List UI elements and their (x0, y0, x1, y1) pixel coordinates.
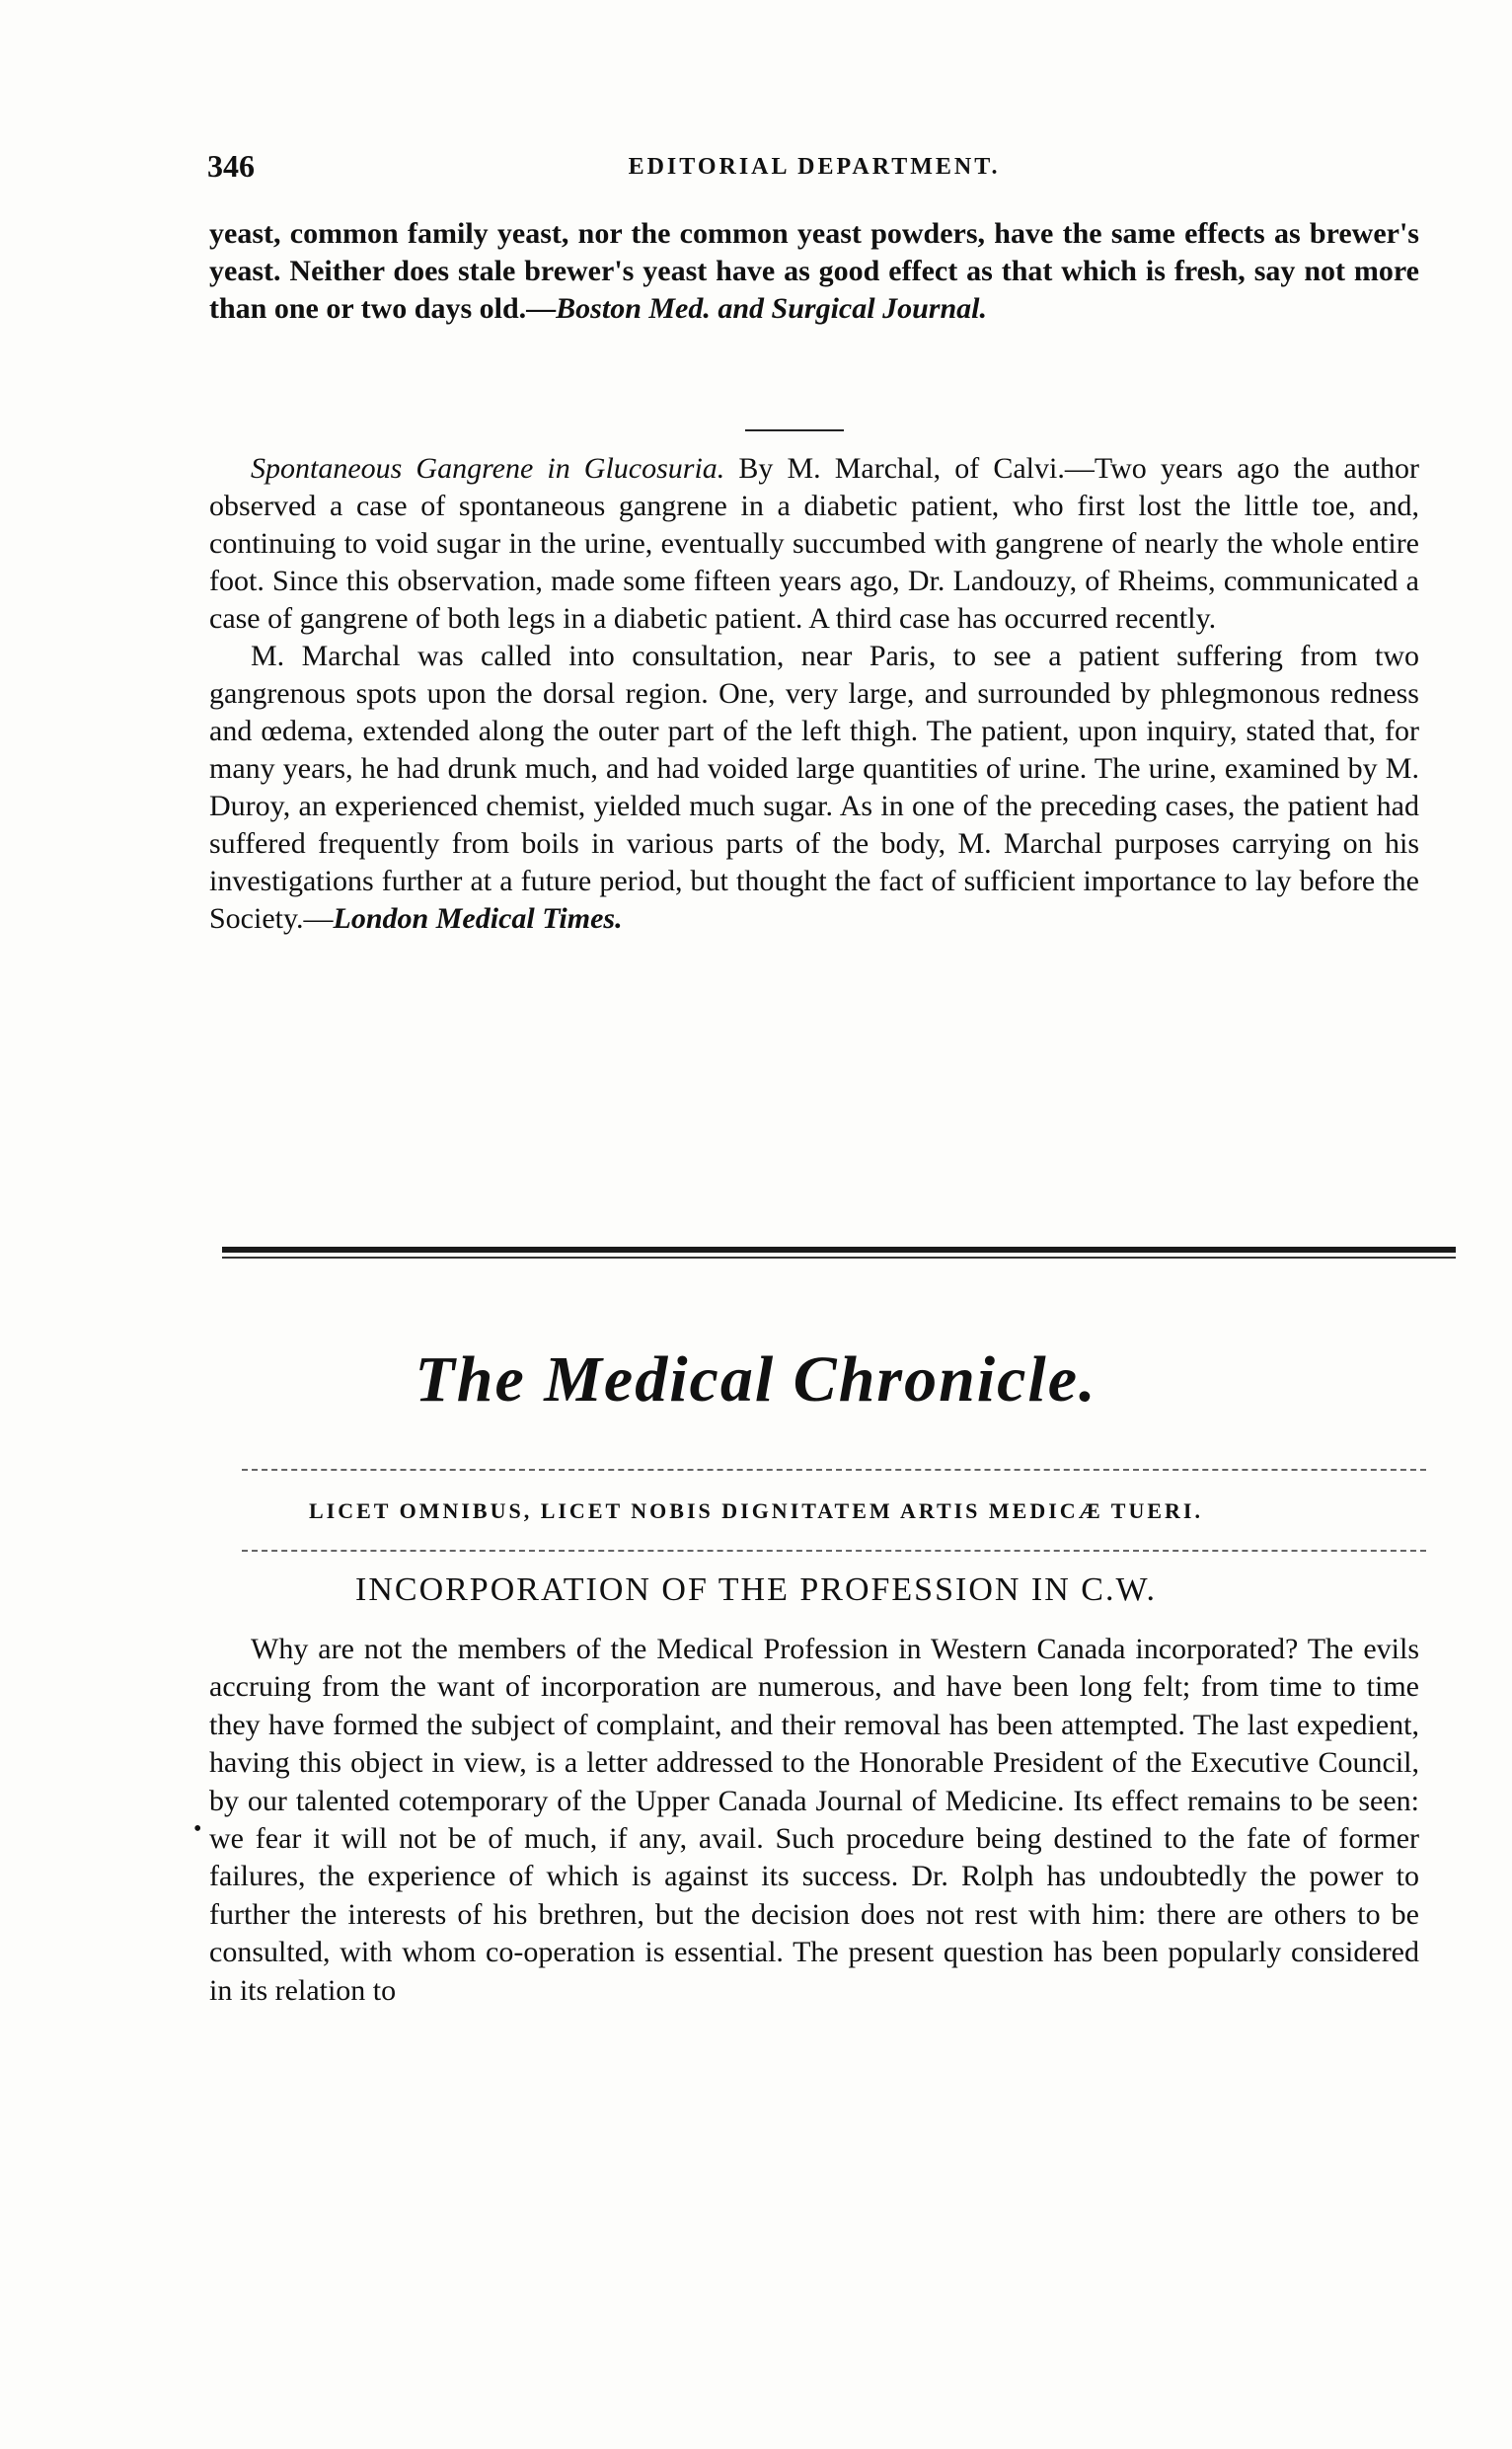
ornamental-rule-top (242, 1469, 1426, 1471)
running-head: EDITORIAL DEPARTMENT. (628, 154, 1001, 180)
chronicle-motto: LICET OMNIBUS, LICET NOBIS DIGNITATEM ARTIS MEDICÆ TUERI. (309, 1498, 1203, 1523)
incorporation-body: Why are not the members of the Medical Profession in Western Canada incorporated? The evils accruing from the want of incorporation are numerous, and have been long felt; from time to time they have formed the subject of complaint, and their removal has been attempted. The last expedient, having this object in view, is a letter addressed to the Honorable President of the Executive Council, by our talented cotemporary of the Upper Canada Journal of Medicine. Its effect remains to be seen: we fear it will not be of much, if any, avail. Such procedure being destined to the fate of former failures, the experience of which is against its success. Dr. Rolph has undoubtedly the power to further the interests of his brethren, but the decision does not rest with him: there are others to be consulted, with whom co-operation is essential. The present question has been popularly considered in its relation to (209, 1633, 1419, 2007)
double-rule-thick (222, 1247, 1456, 1253)
yeast-text: yeast, common family yeast, nor the common yeast powders, have the same effects as brewer's yeast. Neither does stale brewer's yeast have as good effect as that which is fresh, say not more than one or two days old.— (209, 217, 1419, 325)
incorporation-article (209, 1631, 1419, 2010)
gangrene-intro: By M. Marchal, of Calvi.—Two years ago the author observed a case of spontaneous gangrene in a diabetic patient, who first lost the little toe, and, continuing to void sugar in the urine, eventually succumbed with gangrene of nearly the whole entire foot. Since this observation, made some fifteen years ago, Dr. Landouzy, of Rheims, communicated a case of gangrene of both legs in a diabetic patient. A third case has occurred recently. (209, 452, 1419, 635)
chronicle-masthead: The Medical Chronicle. (415, 1343, 1097, 1416)
gangrene-title: Spontaneous Gangrene in Glucosuria. (251, 452, 725, 485)
page-header (207, 148, 1421, 188)
article-title: INCORPORATION OF THE PROFESSION IN C.W. (355, 1571, 1157, 1608)
ornamental-rule-bottom (242, 1550, 1426, 1552)
yeast-paragraph (209, 215, 1419, 328)
gangrene-paragraph-2: M. Marchal was called into consultation, near Paris, to see a patient suffering from two gangrenous spots upon the dorsal region. One, very large, and surrounded by phlegmonous redness and œdema, extended along the outer part of the left thigh. The patient, upon inquiry, stated that, for many years, he had drunk much, and had voided large quantities of urine. The urine, examined by M. Duroy, an experienced chemist, yielded much sugar. As in one of the preceding cases, the patient had suffered frequently from boils in various parts of the body, M. Marchal purposes carrying on his investigations further at a future period, but thought the fact of sufficient importance to lay before the Society.— (209, 640, 1419, 935)
gangrene-source: London Medical Times. (333, 902, 623, 935)
page-number: 346 (207, 148, 255, 184)
margin-mark-icon: • (193, 1816, 202, 1842)
section-separator (745, 429, 844, 431)
double-rule-thin (222, 1257, 1456, 1259)
gangrene-article (209, 450, 1419, 938)
yeast-source: Boston Med. and Surgical Journal. (556, 292, 987, 325)
